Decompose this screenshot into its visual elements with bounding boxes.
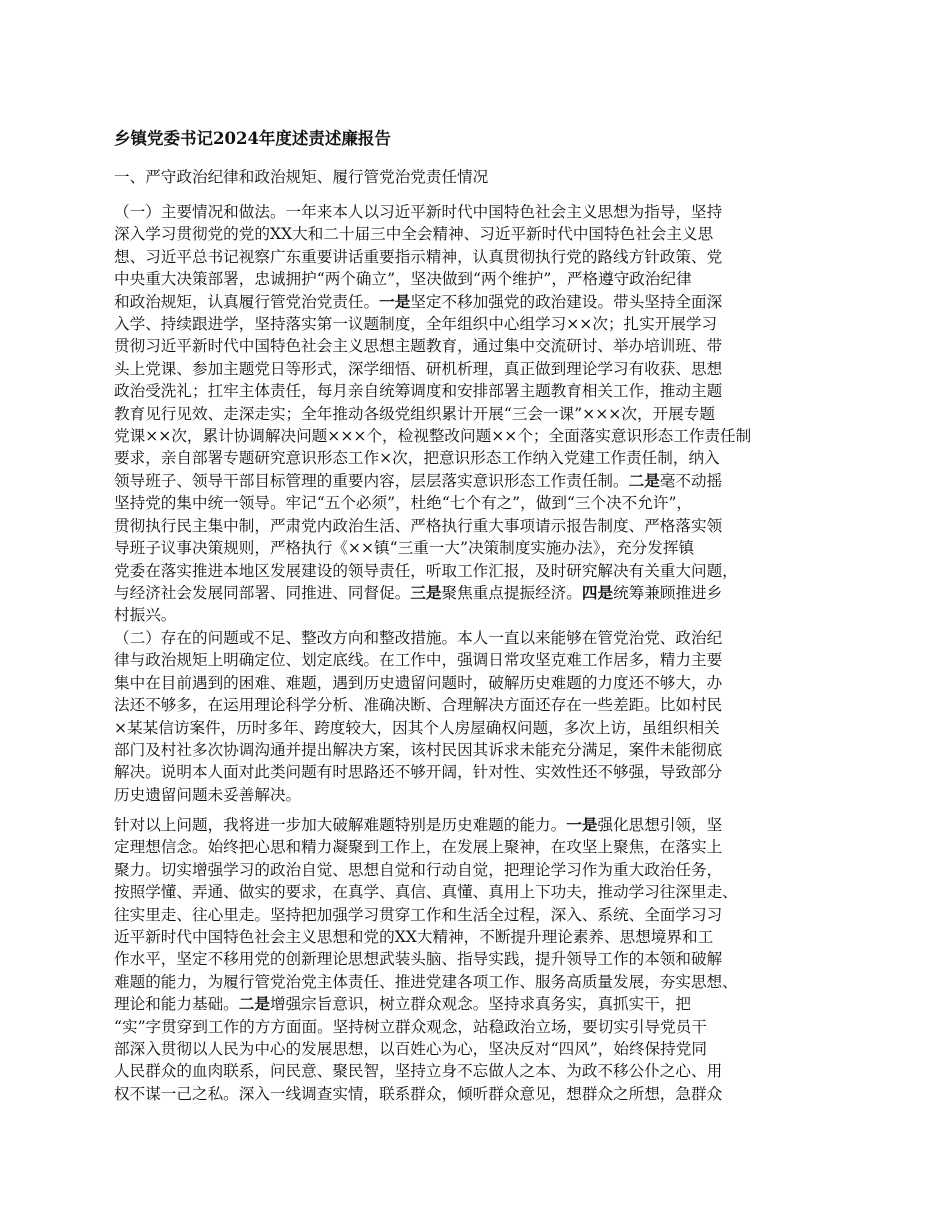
text-line: 贯彻执行民主集中制，严肃党内政治生活、严格执行重大事项请示报告制度、严格落实领 (114, 516, 723, 535)
paragraph-problems (114, 627, 844, 806)
paragraph-main-situation (114, 201, 844, 627)
text-line: 入学、持续跟进学，坚持落实第一议题制度，全年组织中心组学习××次；扎实开展学习 (114, 315, 718, 334)
text-segment: 聚焦重点提振经济。 (441, 583, 582, 602)
text-segment: 针对以上问题，我将进一步加大破解难题特别是历史难题的能力。 (114, 816, 567, 834)
paragraph-rectification (114, 814, 844, 1105)
text-line: 聚力。切实增强学习的政治自觉、思想自觉和行动自觉，把理论学习作为重大政治任务， (114, 860, 723, 879)
bold-marker: 一是 (379, 291, 411, 311)
text-line: 难题的能力，为履行管党治党主体责任、推进党建各项工作、服务高质量发展，夯实思想、 (114, 972, 738, 991)
text-line: 历史遗留问题未妥善解决。 (114, 785, 302, 804)
text-line: （一）主要情况和做法。一年来本人以习近平新时代中国特色社会主义思想为指导，坚持 (114, 203, 723, 221)
text-segment: 与经济社会发展同部署、同推进、同督促。 (114, 583, 411, 602)
text-line (114, 470, 844, 492)
bold-marker: 四是 (581, 582, 614, 602)
bold-marker: 二是 (628, 470, 660, 490)
text-line: 教育见行见效、走深走实；全年推动各级党组织累计开展“三会一课”×××次，开展专题 (114, 404, 715, 423)
text-line: 权不谋一己之私。深入一线调查实情，联系群众，倾听群众意见，想群众之所想，急群众 (114, 1084, 723, 1103)
text-line: 按照学懂、弄通、做实的要求，在真学、真信、真懂、真用上下功夫，推动学习往深里走、 (114, 883, 738, 902)
text-line: 部门及村社多次协调沟通并提出解决方案，该村民因其诉求未能充分满足，案件未能彻底 (114, 741, 723, 760)
text-line (114, 993, 844, 1015)
text-line: 近平新时代中国特色社会主义思想和党的XX大精神，不断提升理论素养、思想境界和工 (114, 928, 714, 947)
text-segment: 坚定不移加强党的政治建设。带头坚持全面深 (410, 292, 723, 311)
text-line: 要求，亲自部署专题研究意识形态工作×次，把意识形态工作纳入党建工作责任制，纳入 (114, 449, 720, 468)
text-line (114, 582, 844, 604)
bold-marker: 三是 (410, 582, 442, 602)
text-segment: 理论和能力基础。 (114, 995, 239, 1014)
text-line: 贯彻习近平新时代中国特色社会主义思想主题教育，通过集中交流研讨、举办培训班、带 (114, 337, 723, 356)
text-line: （二）存在的问题或不足、整改方向和整改措施。本人一直以来能够在管党治党、政治纪 (114, 629, 723, 647)
text-segment: 领导班子、领导干部目标管理的重要内容，层层落实意识形态工作责任制。 (114, 471, 629, 490)
text-line (114, 814, 844, 836)
text-line: 部深入贯彻以人民为中心的发展思想，以百姓心为心，坚决反对“四风”，始终保持党同 (114, 1040, 707, 1059)
text-line: 解决。说明本人面对此类问题有时思路还不够开阔，针对性、实效性还不够强，导致部分 (114, 763, 723, 782)
text-segment: 增强宗旨意识，树立群众观念。坚持求真务实，真抓实干，把 (269, 995, 692, 1014)
document-title: 乡镇党委书记2024年度述责述廉报告 (114, 129, 391, 148)
text-line: “实”字贯穿到工作的方方面面。坚持树立群众观念，站稳政治立场，要切实引导党员干 (114, 1017, 707, 1036)
text-line: 村振兴。 (114, 606, 177, 625)
text-line: 政治受洗礼；扛牢主体责任，每月亲自统筹调度和安排部署主题教育相关工作，推动主题 (114, 382, 723, 401)
text-line: 头上党课、参加主题党日等形式，深学细悟、研机析理，真正做到理论学习有收获、思想 (114, 359, 723, 378)
section-heading: 一、严守政治纪律和政治规矩、履行管党治党责任情况 (114, 168, 489, 186)
text-segment: 和政治规矩，认真履行管党治党责任。 (114, 292, 380, 311)
text-line: 中央重大决策部署，忠诚拥护“两个确立”，坚决做到“两个维护”，严格遵守政治纪律 (114, 270, 692, 289)
text-line: 坚持党的集中统一领导。牢记“五个必须”，杜绝“七个有之”，做到“三个决不允许”， (114, 494, 693, 513)
text-segment: 强化思想引领，坚 (597, 816, 723, 834)
text-line: 人民群众的血肉联系，问民意、聚民智，坚持立身不忘做人之本、为政不移公仆之心、用 (114, 1062, 723, 1081)
text-line: 律与政治规矩上明确定位、划定底线。在工作中，强调日常攻坚克难工作居多，精力主要 (114, 651, 723, 670)
text-line: 法还不够多，在运用理论科学分析、准确决断、合理解决方面还存在一些差距。比如村民 (114, 696, 723, 715)
text-line: 定理想信念。始终把心思和精力凝聚到工作上，在发展上聚神，在攻坚上聚焦，在落实上 (114, 838, 723, 857)
text-line: 想、习近平总书记视察广东重要讲话重要指示精神，认真贯彻执行党的路线方针政策、党 (114, 247, 723, 266)
text-line: 深入学习贯彻党的党的XX大和二十届三中全会精神、习近平新时代中国特色社会主义思 (114, 225, 714, 244)
text-line: 党委在落实推进本地区发展建设的领导责任，听取工作汇报，及时研究解决有关重大问题， (114, 561, 738, 580)
text-line: 集中在目前遇到的困难、难题，遇到历史遗留问题时，破解历史难题的力度还不够大，办 (114, 673, 723, 692)
bold-marker: 一是 (566, 815, 598, 834)
text-line: 导班子议事决策规则，严格执行《××镇“三重一大”决策制度实施办法》，充分发挥镇 (114, 539, 695, 558)
text-line (114, 291, 844, 313)
text-segment: 毫不动摇 (659, 471, 723, 490)
text-segment: 统筹兼顾推进乡 (613, 583, 723, 602)
text-line: ×某某信访案件，历时多年、跨度较大，因其个人房屋确权问题，多次上访，虽组织相关 (114, 718, 720, 737)
bold-marker: 二是 (238, 994, 270, 1014)
text-line: 党课××次，累计协调解决问题×××个，检视整改问题××个；全面落实意识形态工作责任制 (114, 427, 752, 446)
text-line: 作水平，坚定不移用党的创新理论思想武装头脑、指导实践，提升领导工作的本领和破解 (114, 950, 723, 969)
text-line: 往实里走、往心里走。坚持把加强学习贯穿工作和生活全过程，深入、系统、全面学习习 (114, 905, 723, 924)
